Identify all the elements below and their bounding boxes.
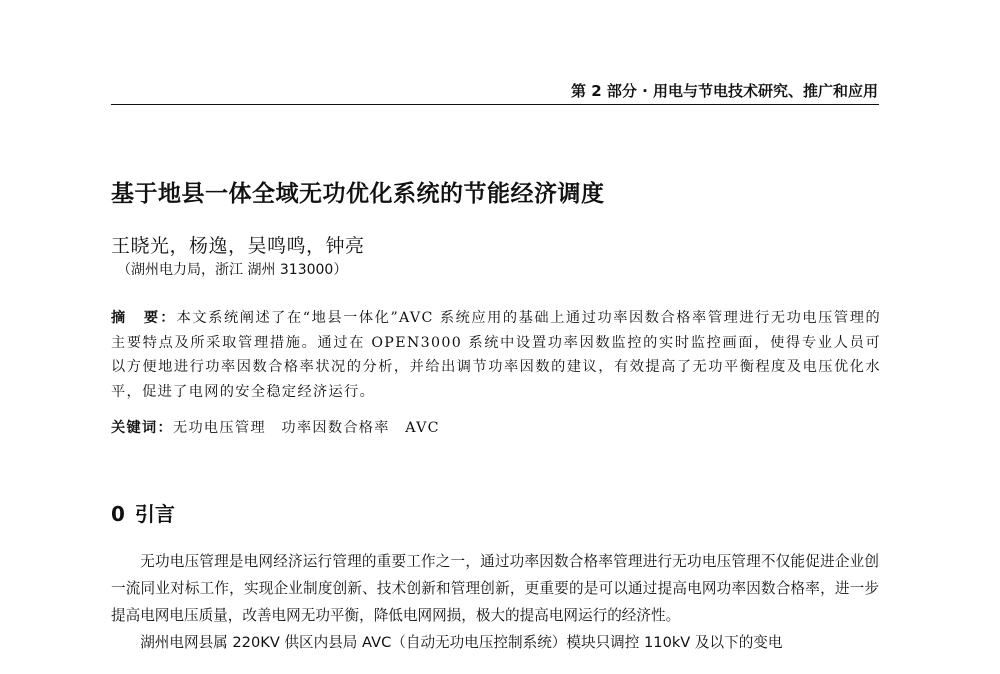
section-number: 0 xyxy=(111,502,125,526)
author-list: 王晓光，杨逸，吴鸣鸣，钟亮 xyxy=(111,235,365,257)
affiliation: （湖州电力局，浙江 湖州 313000） xyxy=(117,262,348,278)
abstract-label: 摘 要： xyxy=(111,310,177,326)
section-title: 引言 xyxy=(134,502,175,526)
section-heading xyxy=(111,498,175,527)
paper-title: 基于地县一体全域无功优化系统的节能经济调度 xyxy=(111,181,605,207)
keywords xyxy=(111,416,881,440)
keywords-text: 无功电压管理 功率因数合格率 AVC xyxy=(172,420,440,436)
body-paragraph: 无功电压管理是电网经济运行管理的重要工作之一，通过功率因数合格率管理进行无功电压管理不仅能促进企业创一流同业对标工作，实现企业制度创新、技术创新和管理创新，更重要的是可以通过提高电网功率因数合格率，进一步提高电网电压质量，改善电网无功平衡，降低电网网损，极大的提高电网运行的经济性。 xyxy=(111,553,879,624)
abstract-text: 本文系统阐述了在“地县一体化”AVC 系统应用的基础上通过功率因数合格率管理进行无功电压管理的主要特点及所采取管理措施。通过在 OPEN3000 系统中设置功率因数监控的实时监控画面，使得专业人员可以方便地进行功率因数合格率状况的分析，并给出调节功率因数的建议，有效提高了无功平衡程度及电压优化水平，促进了电网的安全稳定经济运行。 xyxy=(111,310,881,400)
running-head: 第 2 部分 · 用电与节电技术研究、推广和应用 xyxy=(570,82,878,100)
keywords-label: 关键词： xyxy=(111,420,173,436)
header-rule xyxy=(111,104,879,105)
section-body xyxy=(111,548,879,656)
abstract xyxy=(111,306,881,404)
body-paragraph: 湖州电网县属 220KV 供区内县局 AVC（自动无功电压控制系统）模块只调控 110kV 及以下的变电 xyxy=(140,634,783,651)
